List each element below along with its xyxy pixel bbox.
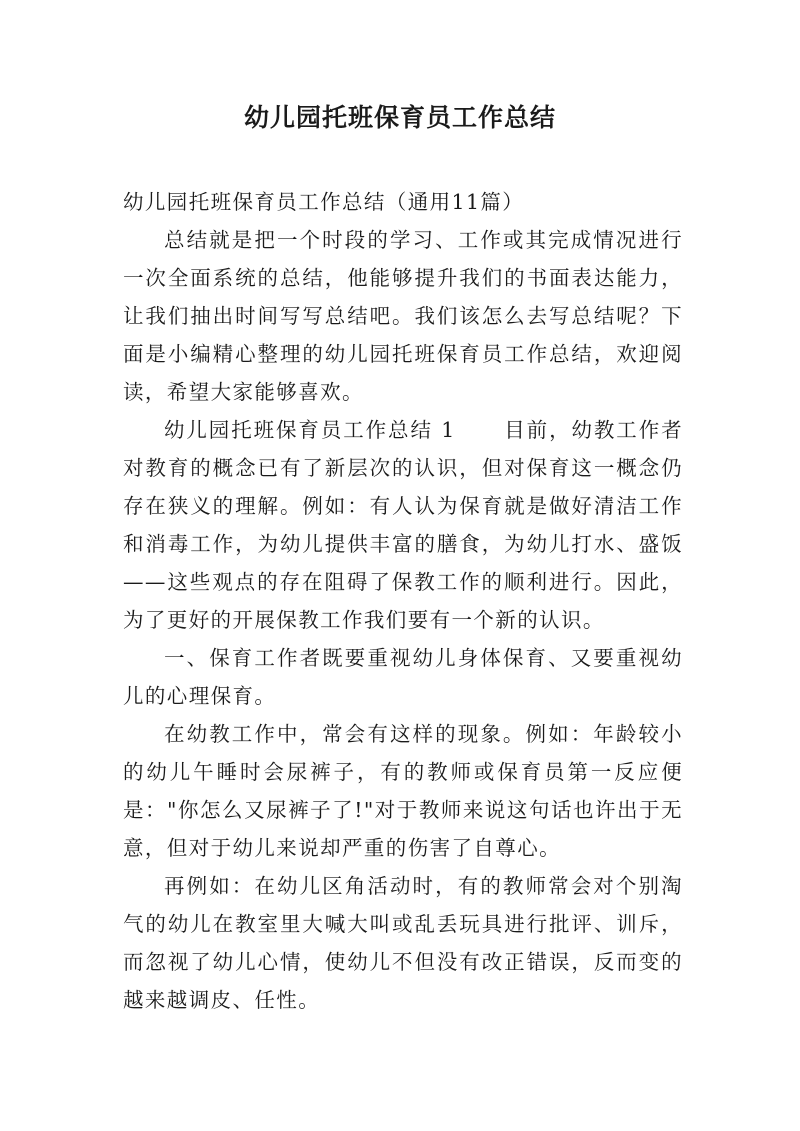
section-1-paragraph <box>123 411 683 639</box>
document-subtitle: 幼儿园托班保育员工作总结（通用11篇） <box>123 190 525 214</box>
document-body <box>123 183 683 1019</box>
point-1-paragraph: 一、保育工作者既要重视幼儿身体保育、又要重视幼儿的心理保育。 <box>123 646 683 708</box>
section-1-text: 目前，幼教工作者对教育的概念已有了新层次的认识，但对保育这一概念仍存在狭义的理解。例如：有人认为保育就是做好清洁工作和消毒工作，为幼儿提供丰富的膳食，为幼儿打水、盛饭——这些观点的存在阻碍了保教工作的顺利进行。因此，为了更好的开展保教工作我们要有一个新的认识。 <box>123 418 683 632</box>
document-title: 幼儿园托班保育员工作总结 <box>243 103 556 132</box>
intro-paragraph: 总结就是把一个时段的学习、工作或其完成情况进行一次全面系统的总结，他能够提升我们的书面表达能力，让我们抽出时间写写总结吧。我们该怎么去写总结呢？下面是小编精心整理的幼儿园托班保育员工作总结，欢迎阅读，希望大家能够喜欢。 <box>123 228 683 404</box>
section-1-heading: 幼儿园托班保育员工作总结 1 <box>164 418 456 442</box>
example-2-paragraph: 再例如：在幼儿区角活动时，有的教师常会对个别淘气的幼儿在教室里大喊大叫或乱丢玩具进行批评、训斥，而忽视了幼儿心情，使幼儿不但没有改正错误，反而变的越来越调皮、任性。 <box>123 874 683 1012</box>
example-1-paragraph: 在幼教工作中，常会有这样的现象。例如：年龄较小的幼儿午睡时会尿裤子，有的教师或保育员第一反应便是："你怎么又尿裤子了!"对于教师来说这句话也许出于无意，但对于幼儿来说却严重的伤害了自尊心。 <box>123 722 683 860</box>
